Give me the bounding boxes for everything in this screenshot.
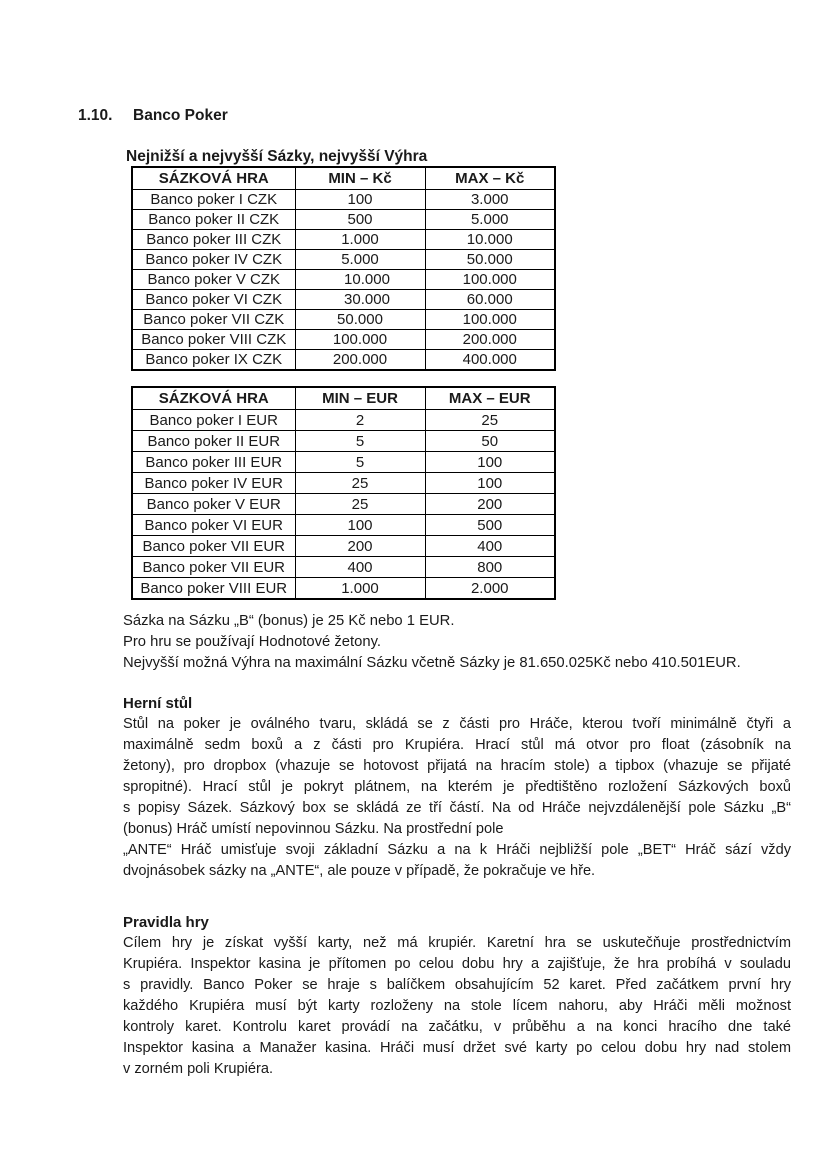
czk-table-header (132, 167, 555, 190)
table-cell: 2.000 (425, 578, 555, 600)
paragraph-line: s popisy Sázek. Sázkový box se skládá ze tří částí. Na od Hráče nejvzdálenější pole Sázku „B“ (123, 800, 791, 816)
table-cell: 100 (295, 190, 425, 210)
table-cell: 50 (425, 431, 555, 452)
table-cell: Banco poker I CZK (132, 190, 295, 210)
table-cell: 10.000 (425, 230, 555, 250)
paragraph-line: Inspektor kasina a Manažer kasina. Hráči musí držet své karty po celou dobu hry nad stolem (123, 1040, 791, 1056)
table-cell: 25 (295, 494, 425, 515)
paragraph-line: spropitné). Hrací stůl je pokryt plátnem, na kterém je předtištěno rozložení Sázkových boxů (123, 779, 791, 795)
table-cell: 1.000 (295, 578, 425, 600)
table-cell: 100 (295, 515, 425, 536)
table-cell: 100 (425, 452, 555, 473)
paragraph-line: (bonus) Hráč umístí nepovinnou Sázku. Na prostřední pole (123, 821, 504, 837)
paragraph-line: kontroly karet. Kontrolu karet provádí na začátku, v průběhu a na konci hracího dne také (123, 1019, 791, 1035)
table-row (132, 557, 555, 578)
table-row (132, 410, 555, 431)
eur-header-cell: SÁZKOVÁ HRA (132, 387, 295, 410)
table-cell: Banco poker VIII CZK (132, 330, 295, 350)
table-cell: 400 (295, 557, 425, 578)
table-cell: 100.000 (295, 330, 425, 350)
section-subheading: Pravidla hry (123, 914, 209, 931)
table-row (132, 190, 555, 210)
paragraph-line: každého Krupiéra musí být karty rozloženy na stole lícem nahoru, aby Hráči měli možnost (123, 998, 791, 1014)
table-cell: 5.000 (425, 210, 555, 230)
table-cell: 25 (425, 410, 555, 431)
table-row (132, 310, 555, 330)
czk-header-cell: MAX – Kč (425, 167, 555, 190)
table-row (132, 250, 555, 270)
czk-header-cell: SÁZKOVÁ HRA (132, 167, 295, 190)
table-row (132, 270, 555, 290)
table-cell: 800 (425, 557, 555, 578)
table-row (132, 290, 555, 310)
table-cell: 60.000 (425, 290, 555, 310)
paragraph-line: dvojnásobek sázky na „ANTE“, ale pouze v případě, že pokračuje ve hře. (123, 863, 596, 879)
paragraph-line: Stůl na poker je oválného tvaru, skládá se z části pro Hráče, kterou tvoří minimálně čtyři a (123, 716, 791, 732)
section-title: Banco Poker (133, 107, 228, 124)
table-cell: Banco poker III EUR (132, 452, 295, 473)
section-number: 1.10. (78, 107, 113, 124)
table-row (132, 230, 555, 250)
table-row (132, 494, 555, 515)
table-cell: Banco poker VIII EUR (132, 578, 295, 600)
note-line: Nejvyšší možná Výhra na maximální Sázku včetně Sázky je 81.650.025Kč nebo 410.501EUR. (123, 655, 741, 671)
table-cell: 10.000 (295, 270, 425, 290)
table-cell: 500 (425, 515, 555, 536)
table-cell: 30.000 (295, 290, 425, 310)
notes-block (123, 611, 791, 674)
table-cell: 500 (295, 210, 425, 230)
text-section (123, 912, 791, 1080)
table-cell: Banco poker II CZK (132, 210, 295, 230)
czk-header-cell: MIN – Kč (295, 167, 425, 190)
tables-heading: Nejnižší a nejvyšší Sázky, nejvyšší Výhra (126, 148, 428, 165)
eur-header-cell: MIN – EUR (295, 387, 425, 410)
paragraph-line: v zorném poli Krupiéra. (123, 1061, 274, 1077)
table-row (132, 536, 555, 557)
eur-header-row (132, 387, 555, 410)
note-line: Sázka na Sázku „B“ (bonus) je 25 Kč nebo 1 EUR. (123, 613, 455, 629)
table-cell: 200 (425, 494, 555, 515)
table-cell: Banco poker IV CZK (132, 250, 295, 270)
czk-header-row (132, 167, 555, 190)
table-cell: 400 (425, 536, 555, 557)
table-cell: 2 (295, 410, 425, 431)
table-cell: Banco poker V EUR (132, 494, 295, 515)
table-cell: 3.000 (425, 190, 555, 210)
table-cell: Banco poker VII CZK (132, 310, 295, 330)
czk-limits-table (131, 166, 556, 371)
paragraph-line: maximálně sedm boxů a z části pro Krupiéra. Hrací stůl má otvor pro float (zásobník na (123, 737, 791, 753)
eur-limits-table (131, 386, 556, 600)
table-cell: Banco poker VII EUR (132, 557, 295, 578)
table-cell: 25 (295, 473, 425, 494)
text-section (123, 693, 791, 882)
table-cell: Banco poker IX CZK (132, 350, 295, 371)
paragraph-line: žetony), pro dropbox (vhazuje se hotovost přijatá na hracím stole) a tipbox (vhazuje se přijaté (123, 758, 791, 774)
table-cell: 100.000 (425, 310, 555, 330)
table-cell: Banco poker VI CZK (132, 290, 295, 310)
table-cell: Banco poker III CZK (132, 230, 295, 250)
table-cell: 200 (295, 536, 425, 557)
table-row (132, 431, 555, 452)
table-cell: 50.000 (295, 310, 425, 330)
table-cell: Banco poker VI EUR (132, 515, 295, 536)
table-cell: 5 (295, 452, 425, 473)
table-cell: Banco poker V CZK (132, 270, 295, 290)
table-cell: 200.000 (295, 350, 425, 371)
table-row (132, 473, 555, 494)
paragraph-line: „ANTE“ Hráč umisťuje svoji základní Sázku a na k Hráči nejbližší pole „BET“ Hráč sází vždy (123, 842, 791, 858)
table-cell: 400.000 (425, 350, 555, 371)
paragraph-line: Krupiéra. Inspektor kasina je přítomen po celou dobu hry a zajišťuje, že hra probíhá v souladu (123, 956, 791, 972)
paragraph-line: s pravidly. Banco Poker se hraje s balíčkem obsahujícím 52 karet. Před začátkem první hry (123, 977, 791, 993)
paragraph-line: Cílem hry je získat vyšší karty, než má krupiér. Karetní hra se uskutečňuje prostřednictvím (123, 935, 791, 951)
table-cell: Banco poker I EUR (132, 410, 295, 431)
table-cell: 5 (295, 431, 425, 452)
table-cell: 200.000 (425, 330, 555, 350)
czk-table-body (132, 190, 555, 371)
table-cell: Banco poker IV EUR (132, 473, 295, 494)
table-row (132, 330, 555, 350)
eur-table-body (132, 410, 555, 600)
table-cell: Banco poker VII EUR (132, 536, 295, 557)
table-row (132, 452, 555, 473)
table-cell: 5.000 (295, 250, 425, 270)
note-line: Pro hru se používají Hodnotové žetony. (123, 634, 381, 650)
table-row (132, 578, 555, 600)
table-row (132, 515, 555, 536)
table-cell: Banco poker II EUR (132, 431, 295, 452)
section-subheading: Herní stůl (123, 695, 193, 712)
table-cell: 100.000 (425, 270, 555, 290)
table-cell: 1.000 (295, 230, 425, 250)
eur-table-header (132, 387, 555, 410)
eur-header-cell: MAX – EUR (425, 387, 555, 410)
table-cell: 50.000 (425, 250, 555, 270)
table-cell: 100 (425, 473, 555, 494)
section-heading (78, 105, 228, 126)
table-row (132, 350, 555, 371)
table-row (132, 210, 555, 230)
